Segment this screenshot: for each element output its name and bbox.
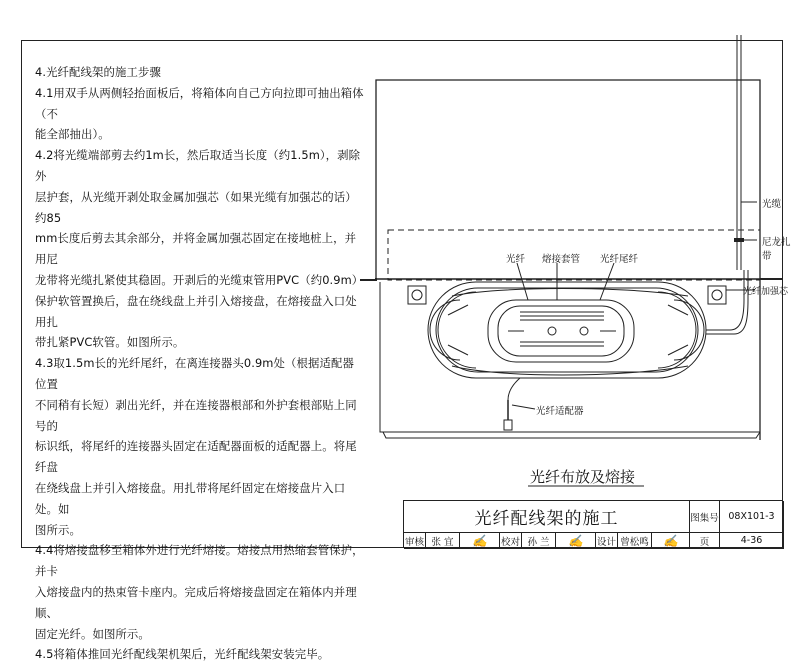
label-adapter: 光纤适配器	[536, 406, 584, 417]
page-label: 页	[690, 533, 720, 549]
check-label: 校对	[500, 533, 522, 549]
title-block	[403, 500, 783, 548]
step-line: 4.2将光缆端部剪去约1m长，然后取适当长度（约1.5m），剥除外	[35, 148, 361, 183]
step-line: mm长度后剪去其余部分，并将金属加强芯固定在接地桩上，并用尼	[35, 231, 357, 267]
step-line: 龙带将光缆扎紧使其稳固。开剥后的光缆束管用PVC（约0.9m）	[35, 272, 364, 287]
step-line: 固定光纤。如图所示。	[35, 626, 150, 641]
nylon-tie	[734, 238, 744, 242]
step-line: 图所示。	[35, 522, 81, 537]
ground-post-right	[708, 286, 726, 304]
step-line: 4.3取1.5m长的光纤尾纤，在离连接器头0.9m处（根据适配器位置	[35, 356, 354, 391]
label-fiber: 光纤	[506, 254, 526, 265]
label-strength-member: 光纤加强芯	[743, 287, 789, 297]
adapter	[504, 420, 512, 430]
check-signature: ✍	[556, 533, 596, 549]
step-line: 4.5将箱体推回光纤配线架机架后，光纤配线架安装完毕。	[35, 647, 330, 662]
label-splice-sleeve: 熔接套管	[542, 254, 581, 265]
step-line: 在绕线盘上并引入熔接盘。用扎带将尾纤固定在熔接盘片入口处。如	[35, 480, 346, 516]
diagram-caption: 光纤布放及熔接	[530, 468, 636, 486]
ground-post-left	[408, 286, 426, 304]
label-nylon-tie: 尼龙扎	[762, 237, 791, 248]
design-label: 设计	[596, 533, 618, 549]
step-line: 能全部抽出）。	[35, 127, 110, 142]
winding-spool	[428, 282, 706, 378]
review-label: 审核	[404, 533, 426, 549]
review-name: 张 宜	[426, 533, 460, 549]
step-line: 层护套，从光缆开剥处取金属加强芯（如果光缆有加强芯的话）约85	[35, 189, 357, 225]
check-name: 孙 兰	[522, 533, 556, 549]
step-line: 入熔接盘内的热束管卡座内。完成后将熔接盘固定在箱体内并理顺、	[35, 584, 357, 620]
step-line: 保护软管置换后，盘在绕线盘上并引入熔接盘，在熔接盘入口处用扎	[35, 293, 357, 329]
step-line: 标识纸，将尾纤的连接器头固定在适配器面板的适配器上。将尾纤盘	[35, 439, 357, 475]
step-line: 不同稍有长短）剥出光纤，并在连接器根部和外护套根部贴上同号的	[35, 397, 357, 433]
step-line: 4.1用双手从两侧轻抬面板后，将箱体向自己方向拉即可抽出箱体（不	[35, 85, 364, 121]
design-signature: ✍	[652, 533, 690, 549]
drawing-title: 光纤配线架的施工	[404, 501, 690, 533]
label-pigtail: 光纤尾纤	[600, 254, 639, 265]
steps-heading: 4.光纤配线架的施工步骤	[35, 65, 161, 79]
review-signature: ✍	[460, 533, 500, 549]
atlas-label: 图集号	[690, 501, 720, 533]
page-number: 4-36	[720, 533, 784, 549]
label-cable: 光缆	[762, 199, 782, 210]
step-line: 4.4将熔接盘移至箱体外进行光纤熔接。熔接点用热缩套管保护，并卡	[35, 543, 364, 579]
label-nylon-tie-cont: 带	[762, 251, 772, 262]
atlas-number: 08X101-3	[720, 501, 784, 533]
design-name: 曾松鸣	[618, 533, 652, 549]
step-line: 带扎紧PVC软管。如图所示。	[35, 335, 185, 350]
splice-sleeves	[520, 312, 604, 320]
